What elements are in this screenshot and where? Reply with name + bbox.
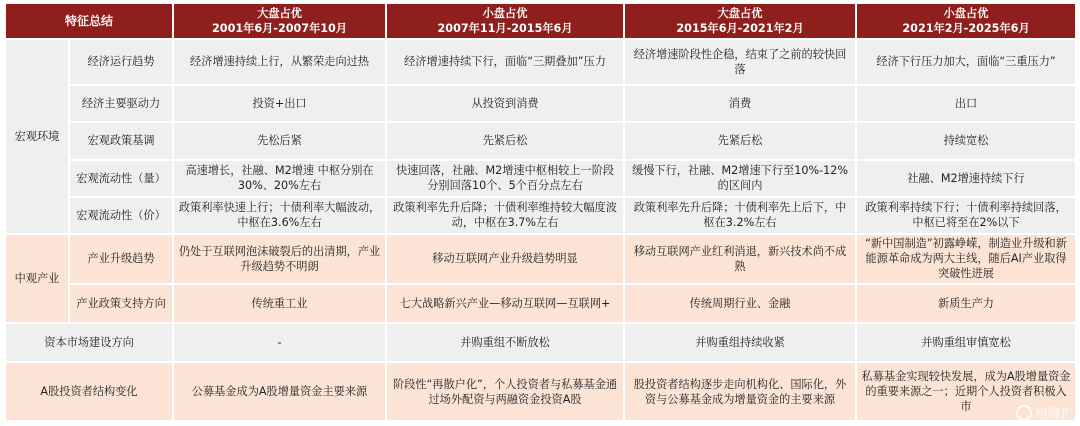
row-label: 经济运行趋势 [70, 40, 174, 86]
table-cell: 政策利率快速上行；十债利率大幅波动，中枢在3.6%左右 [174, 198, 387, 234]
table-cell: 并购重组审慎宽松 [857, 324, 1077, 364]
header-first-cell: 特征总结 [6, 4, 174, 40]
table-cell: - [174, 324, 387, 364]
header-period-2 [387, 4, 625, 40]
row-label: 经济主要驱动力 [70, 86, 174, 123]
table-row [6, 198, 1077, 234]
table-cell: 公募基金成为A股增量资金主要来源 [174, 363, 387, 422]
watermark-logo [1016, 403, 1074, 422]
table-cell: 先紧后松 [387, 123, 625, 160]
row-label: 资本市场建设方向 [6, 324, 174, 364]
period-style: 小盘占优 [482, 7, 528, 20]
table-cell: 七大战略新兴产业—移动互联网—互联网+ [387, 285, 625, 324]
watermark-icon [1016, 405, 1032, 421]
table-row [6, 86, 1077, 123]
period-style: 大盘占优 [257, 7, 302, 20]
table-cell: “新中国制造”初露峥嵘，制造业升级和新能源革命成为两大主线，随后AI产业取得突破性进展 [857, 235, 1077, 286]
table-cell: 快速回落，社融、M2增速中枢相较上一阶段分别回落10个、5个百分点左右 [387, 161, 625, 198]
table-cell: 并购重组持续收紧 [625, 324, 857, 364]
table-cell: 投资+出口 [174, 86, 387, 123]
period-style: 小盘占优 [943, 7, 989, 20]
table-cell: 高速增长，社融、M2增速 中枢分别在30%、20%左右 [174, 161, 387, 198]
table-cell: 经济增速阶段性企稳，结束了之前的较快回落 [625, 40, 857, 86]
table-row [6, 161, 1077, 198]
row-label: 宏观流动性（价） [70, 198, 174, 234]
table-row [6, 123, 1077, 160]
table-cell: 政策利率先升后降；十债利率先上后下，中枢在3.2%左右 [625, 198, 857, 234]
table-cell: 从投资到消费 [387, 86, 625, 123]
table-row [6, 324, 1077, 364]
table-cell: 传统周期行业、金融 [625, 285, 857, 324]
table-row [6, 285, 1077, 324]
category-meso: 中观产业 [6, 235, 70, 324]
table-cell: 持续宽松 [857, 123, 1077, 160]
row-label: A股投资者结构变化 [6, 363, 174, 422]
table-cell: 阶段性“再散户化”，个人投资者与私募基金通过场外配资与两融资金投资A股 [387, 363, 625, 422]
table-cell: 政策利率持续下行；十债利率持续回落，中枢已将至在2%以下 [857, 198, 1077, 234]
table-cell: 先松后紧 [174, 123, 387, 160]
header-period-4 [857, 4, 1077, 40]
table-cell: 股投资者结构逐步走向机构化、国际化，外资与公募基金成为增量资金的主要来源 [625, 363, 857, 422]
period-range: 2001年6月-2007年10月 [212, 22, 348, 35]
table-cell: 移动互联网产业红利消退，新兴技术尚不成熟 [625, 235, 857, 286]
table-cell: 出口 [857, 86, 1077, 123]
table-cell: 经济增速持续上行，从繁荣走向过热 [174, 40, 387, 86]
table-cell: 经济增速持续下行，面临“三期叠加”压力 [387, 40, 625, 86]
row-label: 产业升级趋势 [70, 235, 174, 286]
table-cell: 政策利率先升后降；十债利率维持较大幅度波动，中枢在3.7%左右 [387, 198, 625, 234]
header-period-3 [625, 4, 857, 40]
table-cell: 经济下行压力加大，面临“三重压力” [857, 40, 1077, 86]
table-cell: 仍处于互联网泡沫破裂后的出清期，产业升级趋势不明朗 [174, 235, 387, 286]
table-cell: 消费 [625, 86, 857, 123]
row-label: 宏观政策基调 [70, 123, 174, 160]
period-range: 2021年2月-2025年6月 [902, 22, 1030, 35]
table-row [6, 40, 1077, 86]
watermark-text: 格隆汇 [1034, 407, 1074, 422]
row-label: 宏观流动性（量） [70, 161, 174, 198]
table-cell: 私募基金实现较快发展，成为A股增量资金的重要来源之一；近期个人投资者积极入市 [857, 363, 1077, 422]
header-row [6, 4, 1077, 40]
table-row [6, 363, 1077, 422]
category-macro: 宏观环境 [6, 40, 70, 235]
style-comparison-table [6, 4, 1077, 422]
table-cell: 新质生产力 [857, 285, 1077, 324]
period-range: 2007年11月-2015年6月 [437, 22, 573, 35]
header-period-1 [174, 4, 387, 40]
period-range: 2015年6月-2021年2月 [676, 22, 804, 35]
table-cell: 移动互联网产业升级趋势明显 [387, 235, 625, 286]
table-row [6, 235, 1077, 286]
table-cell: 并购重组不断放松 [387, 324, 625, 364]
row-label: 产业政策支持方向 [70, 285, 174, 324]
table-cell: 先紧后松 [625, 123, 857, 160]
period-style: 大盘占优 [717, 7, 763, 20]
table-cell: 传统重工业 [174, 285, 387, 324]
table-cell: 社融、M2增速持续下行 [857, 161, 1077, 198]
table-cell: 缓慢下行，社融、M2增速下行至10%-12%的区间内 [625, 161, 857, 198]
